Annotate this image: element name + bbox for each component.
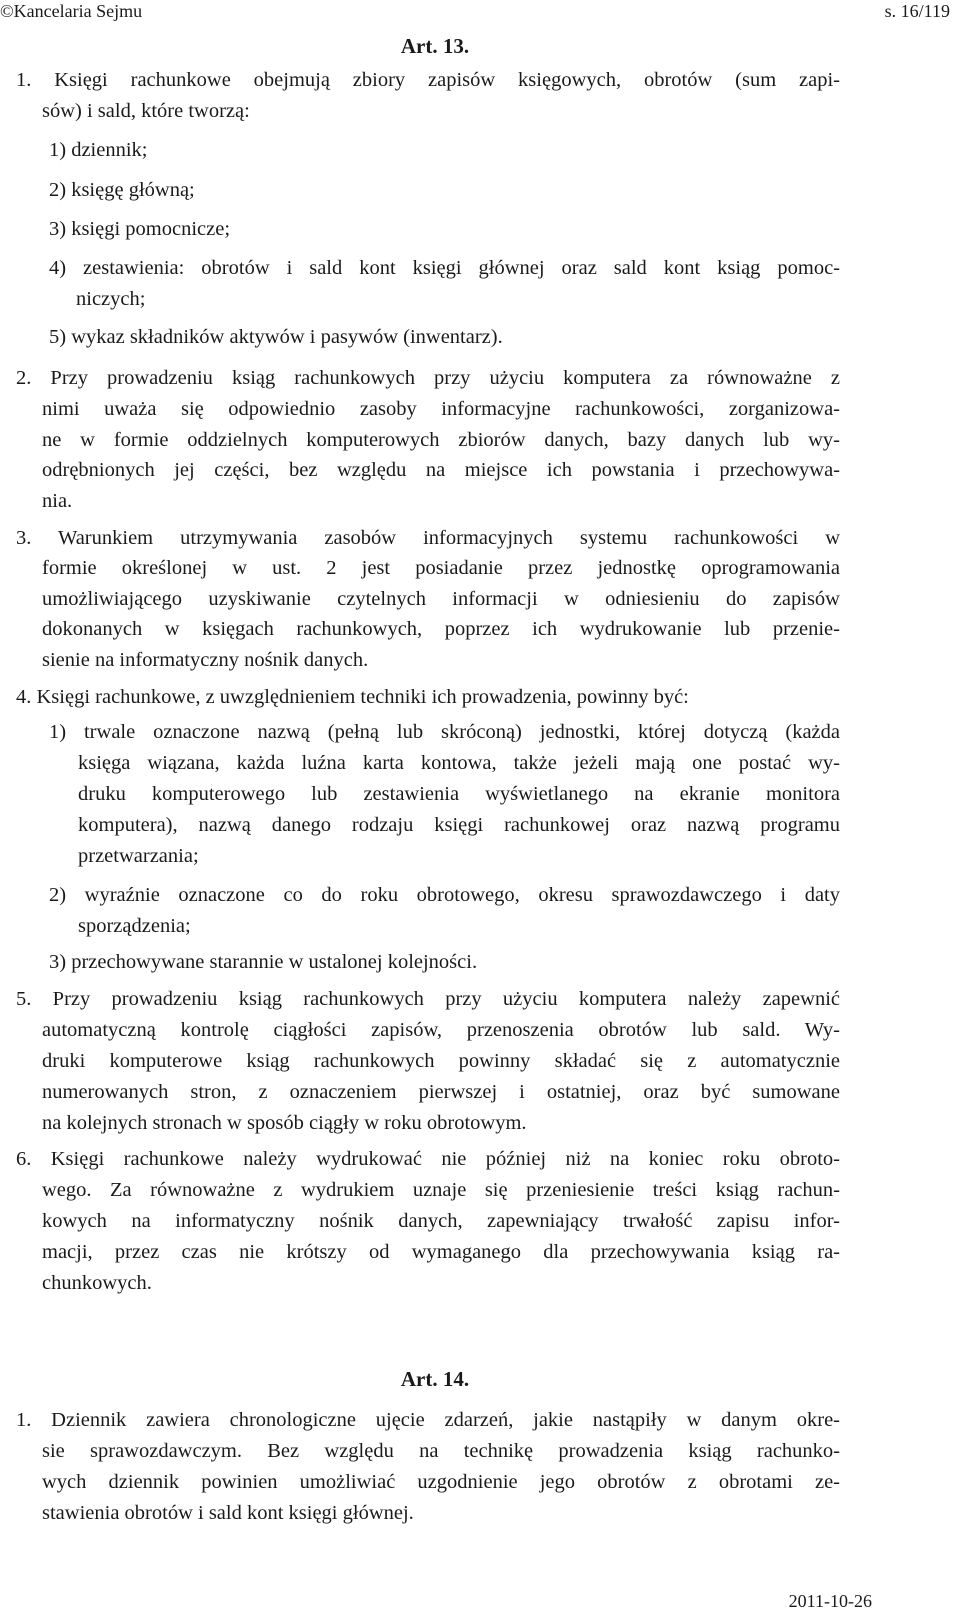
- article-text-line: 3. Warunkiem utrzymywania zasobów informacyjnych systemu rachunkowości w: [16, 527, 840, 549]
- article-text-line: kowych na informatyczny nośnik danych, zapewniający trwałość zapisu infor-: [42, 1210, 840, 1232]
- article-text-line: 2) wyraźnie oznaczone co do roku obrotowego, okresu sprawozdawczego i daty: [49, 884, 840, 906]
- article-text-line: formie określonej w ust. 2 jest posiadanie przez jednostkę oprogramowania: [42, 557, 840, 579]
- article-text-line: sienie na informatyczny nośnik danych.: [42, 649, 369, 671]
- article-text-line: 1) trwale oznaczone nazwą (pełną lub skróconą) jednostki, której dotyczą (każda: [49, 721, 840, 743]
- article-text-line: nimi uważa się odpowiednio zasoby informacyjne rachunkowości, zorganizowa-: [42, 398, 840, 420]
- article-text-line: nia.: [42, 490, 73, 512]
- article-text-line: sów) i sald, które tworzą:: [42, 100, 250, 122]
- article-text-line: 6. Księgi rachunkowe należy wydrukować nie później niż na koniec roku obroto-: [16, 1148, 840, 1170]
- article-text-line: 4) zestawienia: obrotów i sald kont księgi głównej oraz sald kont ksiąg pomoc-: [49, 257, 840, 279]
- article-text-line: 1) dziennik;: [49, 139, 148, 161]
- article-text-line: 4. Księgi rachunkowe, z uwzględnieniem techniki ich prowadzenia, powinny być:: [16, 686, 689, 708]
- article-text-line: komputera), nazwą danego rodzaju księgi rachunkowej oraz nazwą programu: [78, 814, 840, 836]
- footer-date: 2011-10-26: [788, 1591, 872, 1611]
- article-text-line: przetwarzania;: [78, 845, 199, 867]
- header-source: ©Kancelaria Sejmu: [0, 1, 143, 21]
- article-text-line: odrębnionych jej części, bez względu na miejsce ich powstania i przechowywa-: [42, 459, 840, 481]
- article-text-line: 2) księgę główną;: [49, 179, 195, 201]
- article-text-line: 5. Przy prowadzeniu ksiąg rachunkowych przy użyciu komputera należy zapewnić: [16, 988, 840, 1010]
- article-text-line: macji, przez czas nie krótszy od wymaganego dla przechowywania ksiąg ra-: [42, 1241, 840, 1263]
- article-text-line: 3) księgi pomocnicze;: [49, 218, 231, 240]
- article-text-line: numerowanych stron, z oznaczeniem pierwszej i ostatniej, oraz być sumowane: [42, 1081, 840, 1103]
- article-text-line: druku komputerowego lub zestawienia wyświetlanego na ekranie monitora: [78, 783, 840, 805]
- article-text-line: dokonanych w księgach rachunkowych, poprzez ich wydrukowanie lub przenie-: [42, 618, 840, 640]
- article-text-line: chunkowych.: [42, 1272, 152, 1294]
- article-text-line: wych dziennik powinien umożliwiać uzgodnienie jego obrotów z obrotami ze-: [42, 1471, 840, 1493]
- article-text-line: 3) przechowywane starannie w ustalonej kolejności.: [49, 951, 478, 973]
- article-text-line: ne w formie oddzielnych komputerowych zbiorów danych, bazy danych lub wy-: [42, 429, 840, 451]
- article-text-line: stawienia obrotów i sald kont księgi głównej.: [42, 1502, 414, 1524]
- article-text-line: automatyczną kontrolę ciągłości zapisów, przenoszenia obrotów lub sald. Wy-: [42, 1019, 840, 1041]
- article-14-title: Art. 14.: [400, 1367, 470, 1391]
- article-text-line: 1. Księgi rachunkowe obejmują zbiory zapisów księgowych, obrotów (sum zapi-: [16, 69, 840, 91]
- article-13-title: Art. 13.: [400, 34, 470, 58]
- article-text-line: umożliwiającego uzyskiwanie czytelnych informacji w odniesieniu do zapisów: [42, 588, 840, 610]
- article-text-line: druki komputerowe ksiąg rachunkowych powinny składać się z automatycznie: [42, 1050, 840, 1072]
- article-text-line: sporządzenia;: [78, 915, 191, 937]
- article-text-line: wego. Za równoważne z wydrukiem uznaje się przeniesienie treści ksiąg rachun-: [42, 1179, 840, 1201]
- article-text-line: sie sprawozdawczym. Bez względu na technikę prowadzenia ksiąg rachunko-: [42, 1440, 840, 1462]
- article-text-line: 2. Przy prowadzeniu ksiąg rachunkowych przy użyciu komputera za równoważne z: [16, 367, 840, 389]
- article-text-line: na kolejnych stronach w sposób ciągły w roku obrotowym.: [42, 1112, 527, 1134]
- article-text-line: księga wiązana, każda luźna karta kontowa, także jeżeli mają one postać wy-: [78, 752, 840, 774]
- article-text-line: 5) wykaz składników aktywów i pasywów (inwentarz).: [49, 326, 503, 348]
- header-page-number: s. 16/119: [884, 1, 950, 21]
- article-text-line: niczych;: [76, 288, 146, 310]
- article-text-line: 1. Dziennik zawiera chronologiczne ujęcie zdarzeń, jakie nastąpiły w danym okre-: [16, 1409, 840, 1431]
